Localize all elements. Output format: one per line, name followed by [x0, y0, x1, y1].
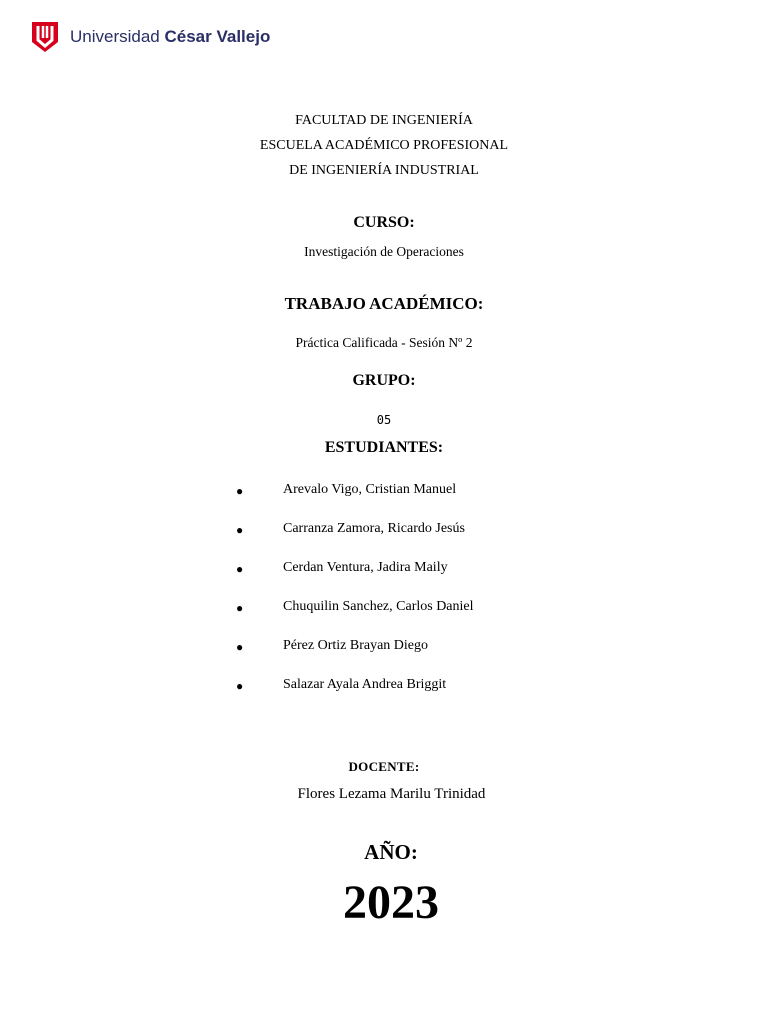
- work-value: Práctica Calificada - Sesión Nº 2: [295, 335, 473, 350]
- year-value: 2023: [343, 876, 439, 929]
- student-item: Carranza Zamora, Ricardo Jesús: [283, 521, 465, 536]
- teacher-value: Flores Lezama Marilu Trinidad: [297, 786, 486, 802]
- year-label: AÑO:: [364, 840, 418, 864]
- group-label: GRUPO:: [352, 372, 416, 389]
- university-emblem-icon: [30, 20, 60, 54]
- school-heading-line2: DE INGENIERÍA INDUSTRIAL: [289, 163, 479, 178]
- students-label: ESTUDIANTES:: [324, 439, 444, 456]
- group-value: 05: [376, 413, 392, 427]
- work-label: TRABAJO ACADÉMICO:: [284, 294, 484, 313]
- university-logo: [30, 20, 270, 54]
- student-item: Pérez Ortiz Brayan Diego: [283, 638, 428, 653]
- student-item: Salazar Ayala Andrea Briggit: [283, 677, 447, 692]
- course-label: CURSO:: [353, 214, 415, 231]
- faculty-heading: FACULTAD DE INGENIERÍA: [295, 113, 473, 128]
- student-item: Arevalo Vigo, Cristian Manuel: [283, 482, 457, 497]
- bullet-icon: ●: [236, 523, 244, 537]
- bullet-icon: ●: [236, 562, 244, 576]
- course-value: Investigación de Operaciones: [304, 244, 464, 259]
- student-item: Cerdan Ventura, Jadira Maily: [283, 560, 448, 575]
- bullet-icon: ●: [236, 601, 244, 615]
- bullet-icon: ●: [236, 484, 244, 498]
- bullet-icon: ●: [236, 679, 244, 693]
- school-heading-line1: ESCUELA ACADÉMICO PROFESIONAL: [259, 138, 509, 153]
- teacher-label: DOCENTE:: [348, 759, 420, 774]
- student-item: Chuquilin Sanchez, Carlos Daniel: [283, 599, 474, 614]
- bullet-icon: ●: [236, 640, 244, 654]
- university-name: Universidad César Vallejo: [70, 27, 271, 46]
